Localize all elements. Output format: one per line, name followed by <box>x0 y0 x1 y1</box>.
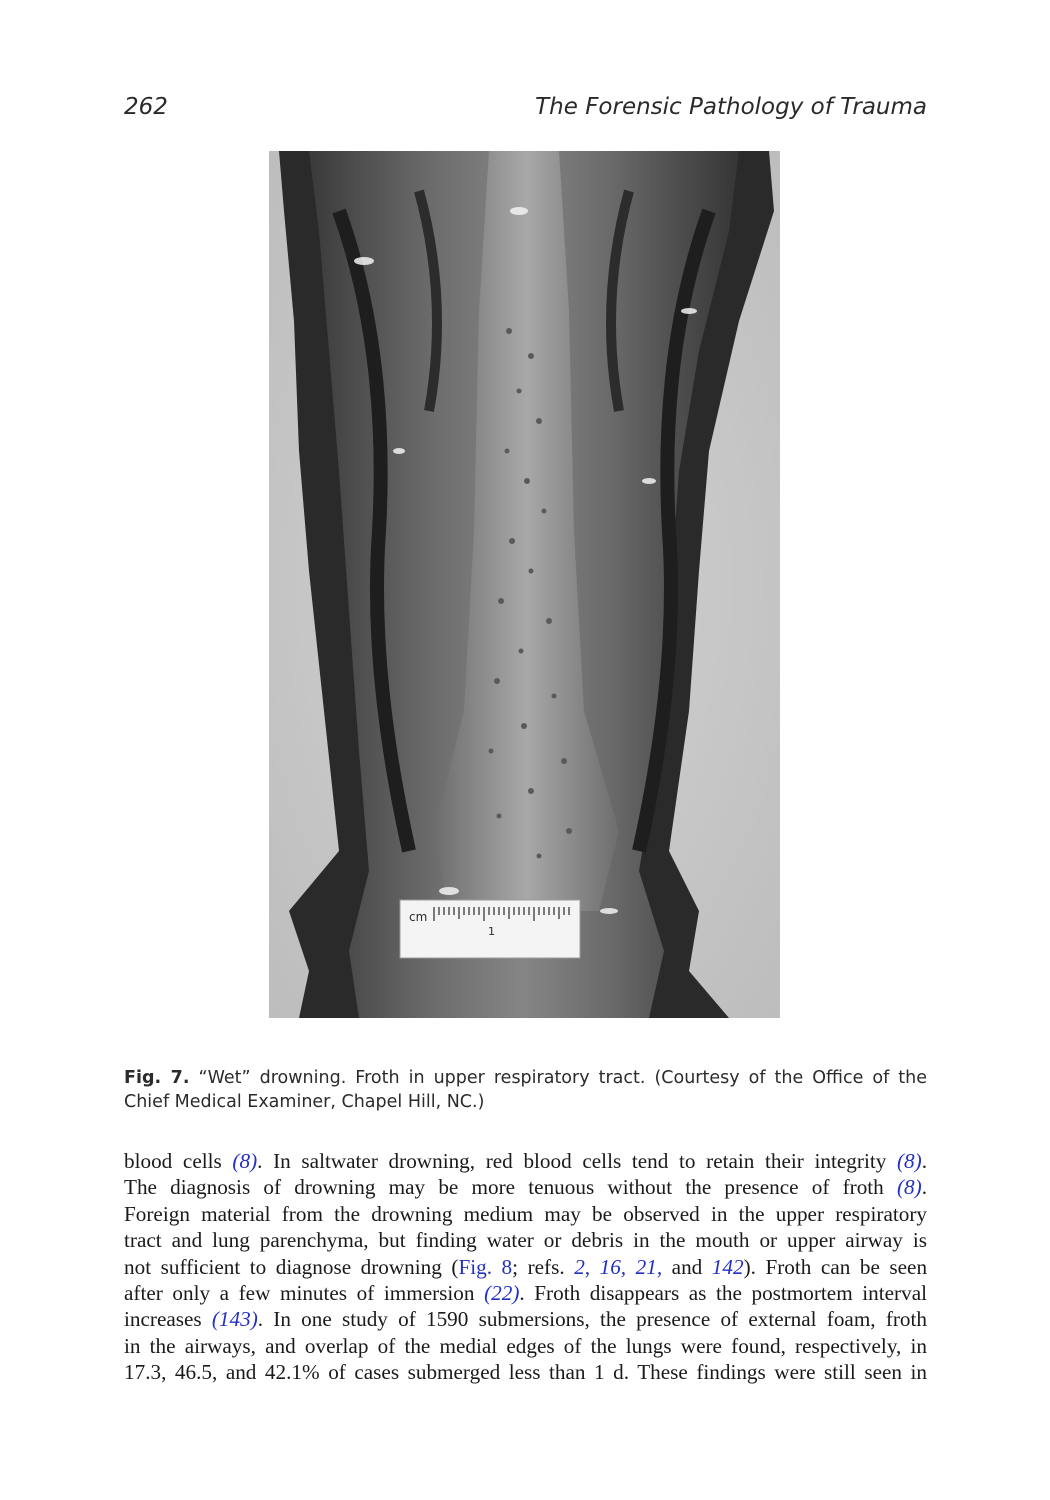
text-line: after only a few minutes of immersion (22). Froth disappears as the postmortem interval <box>124 1281 927 1306</box>
text-line: Foreign material from the drowning medium may be observed in the upper respiratory <box>124 1201 927 1226</box>
text-line: increases (143). In one study of 1590 submersions, the presence of external foam, froth <box>124 1307 927 1332</box>
running-title: The Forensic Pathology of Trauma <box>535 94 927 120</box>
citation-link[interactable]: 2, 16, 21, <box>574 1254 663 1279</box>
caption-text: “Wet” drowning. Froth in upper respiratory tract. (Courtesy of the Office of the Chief Medical Examiner, Chapel Hill, NC.) <box>124 1068 927 1112</box>
citation-link[interactable]: (22) <box>484 1281 520 1306</box>
text-line: The diagnosis of drowning may be more tenuous without the presence of froth (8). <box>124 1175 927 1200</box>
figure-link[interactable]: Fig. 8 <box>458 1254 513 1279</box>
ruler-mark-label: 1 <box>488 925 495 938</box>
citation-link[interactable]: 142 <box>711 1254 744 1279</box>
citation-link[interactable]: (8) <box>896 1149 922 1173</box>
body-paragraph <box>124 1148 927 1386</box>
figure-caption <box>124 1066 927 1114</box>
citation-link[interactable]: (8) <box>232 1149 258 1173</box>
text-line: not sufficient to diagnose drowning (Fig. 8; refs. 2, 16, 21, and 142). Froth can be seen <box>124 1254 928 1279</box>
text-line: 17.3, 46.5, and 42.1% of cases submerged less than 1 d. These findings were still seen in <box>124 1360 927 1385</box>
text-line: in the airways, and overlap of the medial edges of the lungs were found, respectively, in <box>124 1333 927 1358</box>
text-line: tract and lung parenchyma, but finding water or debris in the mouth or upper airway is <box>124 1228 927 1253</box>
ruler-unit-label: cm <box>409 910 428 924</box>
text-line: blood cells (8). In saltwater drowning, red blood cells tend to retain their integrity (8). <box>124 1149 927 1173</box>
figure-photo <box>269 151 780 1018</box>
page-number: 262 <box>124 94 168 120</box>
citation-link[interactable]: (8) <box>896 1175 922 1200</box>
citation-link[interactable]: (143) <box>211 1307 258 1332</box>
figure-label: Fig. 7. <box>124 1068 190 1088</box>
airway-specimen-photo <box>269 151 780 1018</box>
running-header <box>124 94 927 128</box>
